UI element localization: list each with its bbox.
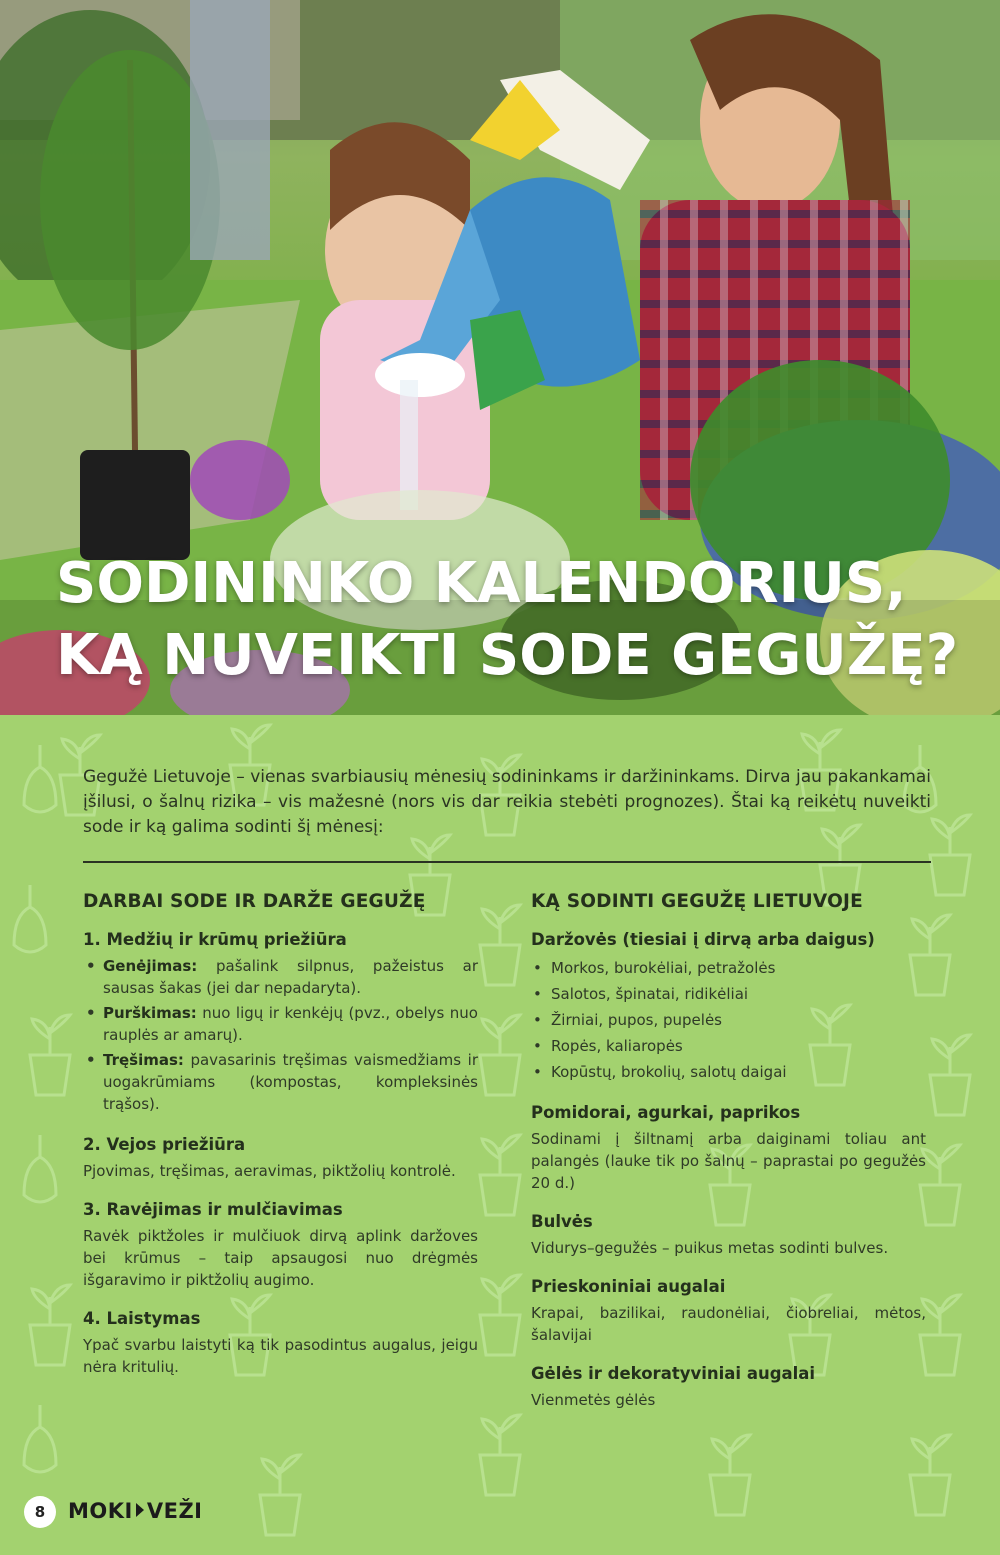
flowers-text: Vienmetės gėlės xyxy=(531,1391,656,1409)
list-item: • Morkos, burokėliai, petražolės xyxy=(531,955,926,981)
garden-work-heading: DARBAI SODE IR DARŽE GEGUŽĘ xyxy=(83,891,426,912)
weeding-title: 3. Ravėjimas ir mulčiavimas xyxy=(83,1200,343,1219)
hero-photo xyxy=(0,0,1000,715)
watering-title: 4. Laistymas xyxy=(83,1309,201,1328)
potatoes-title: Bulvės xyxy=(531,1212,593,1231)
vegetables-title: Daržovės (tiesiai į dirvą arba daigus) xyxy=(531,930,875,949)
intro-paragraph: Gegužė Lietuvoje – vienas svarbiausių mėnesių sodininkams ir daržininkams. Dirva jau pakankamai įšilusi, o šalnų rizika – vis mažesnė (nors vis dar reikia stebėti prognozes). Štai ką reikėtų nuveikti sode ir ką galima sodinti šį mėnesį: xyxy=(83,767,931,837)
weeding-text: Ravėk piktžoles ir mulčiuok dirvą aplink daržoves bei krūmus – taip apsaugosi nuo drėgmės išgaravimo ir piktžolių augimo. xyxy=(83,1227,478,1289)
tree-care-title: 1. Medžių ir krūmų priežiūra xyxy=(83,930,347,949)
list-item: • Kopūstų, brokolių, salotų daigai xyxy=(531,1059,926,1085)
tomatoes-text: Sodinami į šiltnamį arba daiginami toliau ant palangės (lauke tik po šalnų – paprastai po gegužės 20 d.) xyxy=(531,1130,926,1192)
lawn-care-text: Pjovimas, tręšimas, aeravimas, piktžolių kontrolė. xyxy=(83,1162,456,1180)
herbs-text: Krapai, bazilikai, raudonėliai, čiobreliai, mėtos, šalavijai xyxy=(531,1304,926,1344)
list-item xyxy=(83,1002,478,1046)
tomatoes-title: Pomidorai, agurkai, paprikos xyxy=(531,1103,801,1122)
list-item xyxy=(83,955,478,999)
brand-left: MOKI xyxy=(68,1499,133,1523)
page-number: 8 xyxy=(24,1496,56,1528)
watering-text: Ypač svarbu laistyti ką tik pasodintus augalus, jeigu nėra kritulių. xyxy=(83,1336,478,1376)
planting-column xyxy=(531,891,926,1429)
title-line-2: KĄ NUVEIKTI SODE GEGUŽĘ? xyxy=(56,623,959,688)
title-line-1: SODININKO KALENDORIUS, xyxy=(56,551,907,616)
item-label: Genėjimas: xyxy=(103,957,198,975)
list-item: • Žirniai, pupos, pupelės xyxy=(531,1007,926,1033)
item-text: pavasarinis tręšimas vaismedžiams ir uogakrūmiams (kompostas, kompleksinės trąšos). xyxy=(103,1051,478,1113)
brand-logo xyxy=(68,1499,202,1523)
section-divider xyxy=(83,861,931,863)
flowers-title: Gėlės ir dekoratyviniai augalai xyxy=(531,1364,816,1383)
item-label: Purškimas: xyxy=(103,1004,197,1022)
planting-heading: KĄ SODINTI GEGUŽĘ LIETUVOJE xyxy=(531,891,863,912)
herbs-title: Prieskoniniai augalai xyxy=(531,1277,726,1296)
item-text: nuo ligų ir kenkėjų (pvz., obelys nuo rauplės ar amarų). xyxy=(103,1004,478,1044)
page-title xyxy=(56,548,976,692)
list-item: • Ropės, kaliaropės xyxy=(531,1033,926,1059)
lawn-care-title: 2. Vejos priežiūra xyxy=(83,1135,246,1154)
arrow-icon xyxy=(136,1503,144,1517)
tree-care-list xyxy=(83,955,478,1115)
list-item xyxy=(83,1049,478,1115)
item-text: pašalink silpnus, pažeistus ar sausas šakas (jei dar nepadaryta). xyxy=(103,957,478,997)
vegetables-list xyxy=(531,955,926,1085)
potatoes-text: Vidurys–gegužės – puikus metas sodinti bulves. xyxy=(531,1239,889,1257)
brand-right: VEŽI xyxy=(146,1499,203,1523)
item-label: Tręšimas: xyxy=(103,1051,184,1069)
list-item: • Salotos, špinatai, ridikėliai xyxy=(531,981,926,1007)
article-body xyxy=(0,715,1000,1555)
garden-work-column xyxy=(83,891,478,1396)
